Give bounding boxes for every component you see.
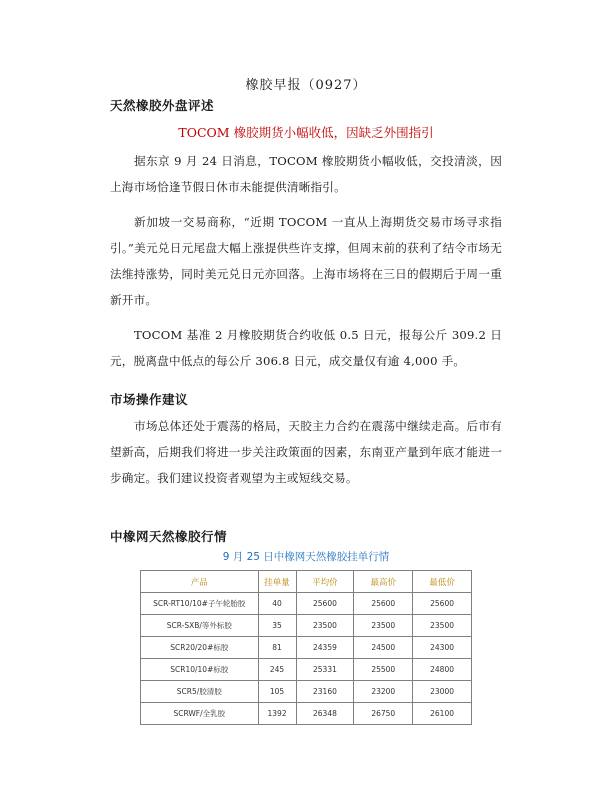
column-header-average-price: 平均价 — [296, 571, 354, 593]
cell-order-volume: 40 — [258, 593, 296, 615]
paragraph-tokyo-close: 据东京 9 月 24 日消息，TOCOM 橡胶期货小幅收低，交投清淡，因上海市场恰逢节假日休市未能提供清晰指引。 — [110, 154, 502, 194]
cell-low-price: 26100 — [413, 703, 472, 725]
paragraph-contract-price: TOCOM 基准 2 月橡胶期货合约收低 0.5 日元，报每公斤 309.2 日元，脱离盘中低点的每公斤 306.8 日元，成交量仅有逾 4,000 手。 — [110, 328, 502, 368]
cell-high-price: 23500 — [354, 615, 413, 637]
cell-low-price: 25600 — [413, 593, 472, 615]
table-row — [141, 637, 472, 659]
cell-order-volume: 105 — [258, 681, 296, 703]
cell-low-price: 23000 — [413, 681, 472, 703]
section-heading-outer-market: 天然橡胶外盘评述 — [110, 98, 215, 113]
section-heading-market-advice: 市场操作建议 — [110, 392, 189, 407]
news-headline: TOCOM 橡胶期货小幅收低，因缺乏外围指引 — [178, 125, 434, 140]
table-row — [141, 703, 472, 725]
cell-product: SCR10/10#标胶 — [141, 659, 259, 681]
cell-average-price: 25600 — [296, 593, 354, 615]
cell-order-volume: 245 — [258, 659, 296, 681]
cell-low-price: 24300 — [413, 637, 472, 659]
cell-order-volume: 81 — [258, 637, 296, 659]
quotes-table — [140, 570, 472, 725]
cell-low-price: 23500 — [413, 615, 472, 637]
section-heading-crr-market: 中橡网天然橡胶行情 — [110, 529, 228, 544]
cell-order-volume: 35 — [258, 615, 296, 637]
paragraph-singapore-trader: 新加坡一交易商称，“近期 TOCOM 一直从上海期货交易市场寻求指引。”美元兑日元尾盘大幅上涨提供些许支撑，但周末前的获利了结令市场无法维持涨势，同时美元兑日元亦回落。上海市场将在三日的假期后于周一重新开市。 — [110, 215, 502, 307]
cell-product: SCR-SXB/等外标胶 — [141, 615, 259, 637]
column-header-high-price: 最高价 — [354, 571, 413, 593]
paragraph-market-advice: 市场总体还处于震荡的格局，天胶主力合约在震荡中继续走高。后市有望新高，后期我们将进一步关注政策面的因素，东南亚产量到年底才能进一步确定。我们建议投资者观望为主或短线交易。 — [110, 419, 502, 485]
cell-average-price: 23160 — [296, 681, 354, 703]
table-caption: 9 月 25 日中橡网天然橡胶挂单行情 — [222, 551, 390, 563]
column-header-low-price: 最低价 — [413, 571, 472, 593]
column-header-order-volume: 挂单量 — [258, 571, 296, 593]
cell-product: SCRWF/全乳胶 — [141, 703, 259, 725]
table-row — [141, 615, 472, 637]
column-header-product: 产品 — [141, 571, 259, 593]
page-title: 橡胶早报（0927） — [245, 78, 367, 93]
cell-high-price: 25600 — [354, 593, 413, 615]
cell-high-price: 25500 — [354, 659, 413, 681]
cell-product: SCR20/20#标胶 — [141, 637, 259, 659]
table-row — [141, 593, 472, 615]
cell-high-price: 24500 — [354, 637, 413, 659]
table-row — [141, 659, 472, 681]
cell-average-price: 26348 — [296, 703, 354, 725]
cell-average-price: 23500 — [296, 615, 354, 637]
cell-high-price: 23200 — [354, 681, 413, 703]
cell-product: SCR5/胶清胶 — [141, 681, 259, 703]
cell-low-price: 24800 — [413, 659, 472, 681]
cell-high-price: 26750 — [354, 703, 413, 725]
table-header-row — [141, 571, 472, 593]
cell-average-price: 24359 — [296, 637, 354, 659]
cell-product: SCR-RT10/10#子午轮胎胶 — [141, 593, 259, 615]
cell-average-price: 25331 — [296, 659, 354, 681]
table-row — [141, 681, 472, 703]
cell-order-volume: 1392 — [258, 703, 296, 725]
